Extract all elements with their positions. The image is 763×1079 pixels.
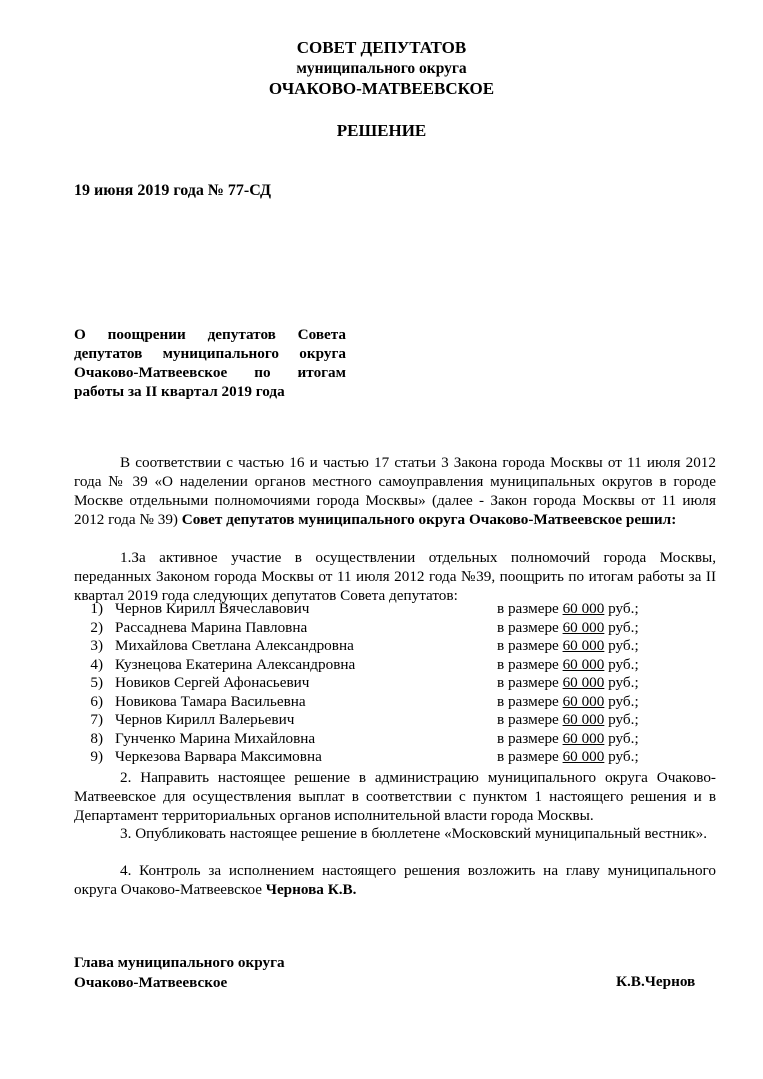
item-4 [74,861,716,899]
amount-prefix: в размере [497,655,563,673]
document-type: РЕШЕНИЕ [336,121,427,140]
subject-line: О поощрении депутатов Совета [74,326,346,343]
deputy-amount [497,693,639,712]
deputy-row [87,711,687,730]
deputy-name: Новикова Тамара Васильевна [115,692,306,710]
deputy-row [87,619,687,638]
amount-prefix: в размере [497,637,563,654]
deputy-number: 7) [90,711,103,728]
deputy-number: 8) [90,729,103,747]
deputy-amount [497,619,639,638]
deputy-number: 6) [90,692,103,710]
deputy-row [87,674,687,693]
deputy-row [87,637,687,656]
preamble-resolution: Совет депутатов муниципального округа Очаково-Матвеевское решил: [181,511,677,528]
item-4-text: 4. Контроль за исполнением настоящего решения возложить на главу муниципального округа Очаково-Матвеевское [74,862,716,898]
deputy-row [87,748,687,767]
signature-name: К.В.Чернов [616,973,696,990]
amount-suffix: руб.; [604,600,639,617]
subject-line: Очаково-Матвеевское по итогам [74,364,346,381]
deputy-name: Новиков Сергей Афонасьевич [115,674,310,691]
subject-line: депутатов муниципального округа [74,345,346,362]
deputy-number: 9) [90,748,103,765]
deputy-number: 1) [90,600,103,617]
amount-value: 60 000 [562,729,605,747]
amount-prefix: в размере [497,711,563,728]
amount-value: 60 000 [562,618,605,636]
amount-prefix: в размере [497,748,563,765]
amount-suffix: руб.; [604,674,639,691]
signature-title-line: Глава муниципального округа [74,954,285,971]
subject-line: работы за II квартал 2019 года [74,383,285,400]
deputy-number: 5) [90,674,103,691]
deputy-name: Гунченко Марина Михайловна [115,729,316,747]
org-subtitle: муниципального округа [296,60,467,77]
deputy-amount [497,711,639,730]
amount-suffix: руб.; [604,655,639,673]
amount-value: 60 000 [562,674,605,691]
deputy-number: 3) [90,637,103,654]
signature-title [74,953,285,993]
deputy-amount [497,656,639,675]
preamble [74,453,716,529]
amount-prefix: в размере [497,618,563,636]
deputies-list [87,600,687,767]
amount-value: 60 000 [562,748,605,765]
deputy-amount [497,674,639,693]
signature-title-line: Очаково-Матвеевское [74,974,228,991]
deputy-amount [497,730,639,749]
amount-suffix: руб.; [604,692,639,710]
amount-suffix: руб.; [604,637,639,654]
item-2: 2. Направить настоящее решение в администрацию муниципального округа Очаково-Матвеевское для осуществления выплат в соответствии с пунктом 1 настоящего решения и в Департамент территориальных органов исполнительной власти города Москвы. [74,769,716,824]
amount-suffix: руб.; [604,711,639,728]
deputy-name: Кузнецова Екатерина Александровна [115,655,356,673]
deputy-row [87,656,687,675]
deputy-name: Чернов Кирилл Валерьевич [115,711,295,728]
amount-value: 60 000 [562,600,605,617]
deputy-amount [497,748,639,767]
deputy-row [87,693,687,712]
item-3: 3. Опубликовать настоящее решение в бюллетене «Московский муниципальный вестник». [120,825,708,842]
item-1: 1.За активное участие в осуществлении отдельных полномочий города Москвы, переданных Законом города Москвы от 11 июля 2012 года №39, поощрить по итогам работы за II квартал 2019 года следующих депутатов Совета депутатов: [74,549,716,604]
amount-prefix: в размере [497,692,563,710]
deputy-amount [497,637,639,656]
org-district: ОЧАКОВО-МАТВЕЕВСКОЕ [268,79,495,98]
deputy-name: Черкезова Варвара Максимовна [115,748,322,765]
deputy-number: 4) [90,655,103,673]
deputy-row [87,600,687,619]
amount-value: 60 000 [562,711,605,728]
decision-subject [74,325,346,401]
preamble-text: В соответствии с частью 16 и частью 17 статьи 3 Закона города Москвы от 11 июля 2012 года № 39 «О наделении органов местного самоуправления муниципальных округов в городе Москве отдельными полномочиями города Москвы» (далее - Закон города Москвы от 11 июля 2012 года № 39) [74,454,716,528]
amount-prefix: в размере [497,600,563,617]
item-4-person: Чернова К.В. [265,881,357,898]
amount-suffix: руб.; [604,729,639,747]
amount-suffix: руб.; [604,618,639,636]
deputy-name: Рассаднева Марина Павловна [115,618,308,636]
deputy-amount [497,600,639,619]
amount-suffix: руб.; [604,748,639,765]
amount-prefix: в размере [497,729,563,747]
org-name: СОВЕТ ДЕПУТАТОВ [296,38,467,57]
amount-value: 60 000 [562,692,605,710]
amount-value: 60 000 [562,655,605,673]
deputy-name: Михайлова Светлана Александровна [115,637,354,654]
amount-prefix: в размере [497,674,563,691]
deputy-row [87,730,687,749]
deputy-name: Чернов Кирилл Вячеславович [115,600,310,617]
date-number: 19 июня 2019 года № 77-СД [74,182,271,199]
amount-value: 60 000 [562,637,605,654]
deputy-number: 2) [90,618,103,636]
